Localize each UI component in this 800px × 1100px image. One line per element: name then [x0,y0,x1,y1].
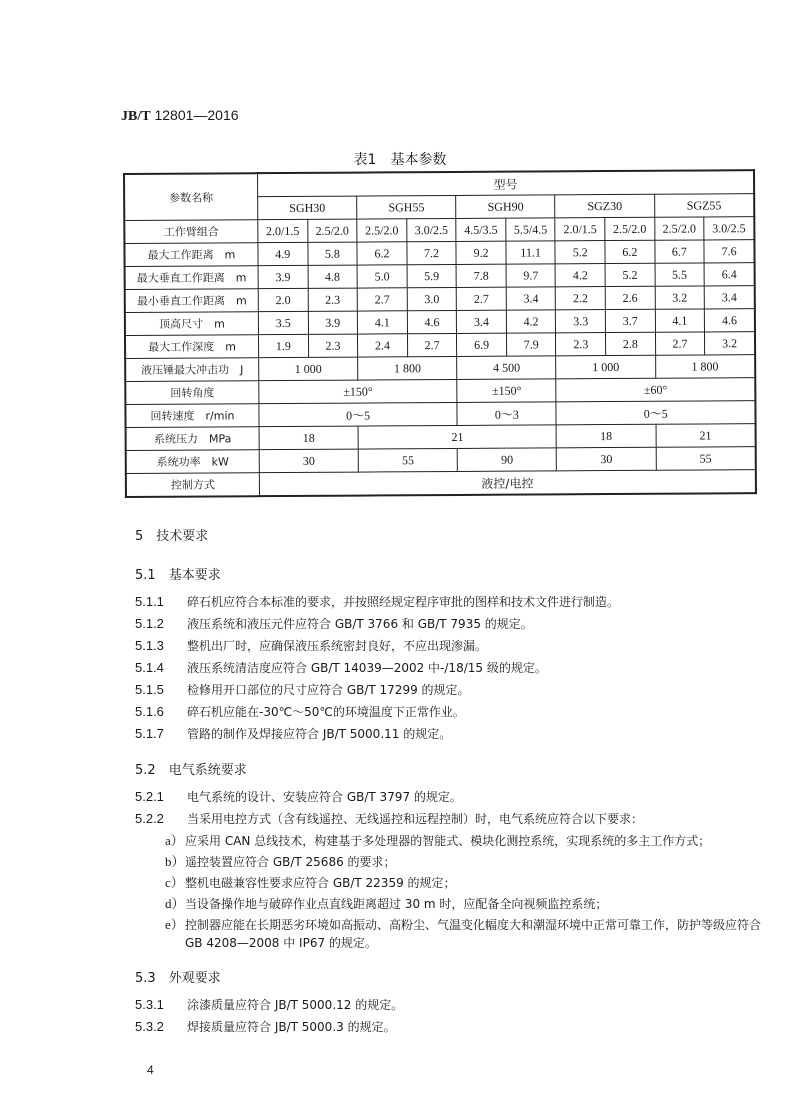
value-cell: 6.9 [457,333,507,356]
item-label: d） [165,896,185,911]
value-cell: 7.8 [456,264,506,287]
value-cell: 2.2 [556,287,606,310]
standard-number: 12801—2016 [154,107,239,123]
clause-number: 5.1.6 [135,704,164,719]
value-cell: 3.0/2.5 [704,217,754,240]
value-cell: 2.3 [556,333,606,356]
value-cell: 3.5 [258,311,308,334]
value-cell: 6.2 [357,242,407,265]
value-cell: 2.3 [308,288,358,311]
param-label: 控制方式 [126,473,260,497]
value-cell: 55 [656,447,756,471]
clause-number: 5.2.1 [135,789,164,804]
value-cell: 2.5/2.0 [654,217,704,240]
clause-text: 涂漆质量应符合 JB/T 5000.12 的规定。 [187,998,404,1012]
model-cell: SGZ30 [555,194,654,218]
model-header: 型号 [258,170,755,197]
value-cell: 0～3 [457,402,556,426]
clause-number: 5.1.3 [135,638,164,653]
param-label: 工作臂组合 [124,220,258,244]
subsection-number: 5.3 [135,971,156,986]
clause-number: 5.1.5 [135,682,164,697]
param-label: 系统压力 MPa [126,427,260,451]
param-label: 最大工作深度 m [125,335,259,359]
value-cell: 2.8 [606,332,656,355]
item-text: 应采用 CAN 总线技术，构建基于多处理器的智能式、模块化测控系统，实现系统的多主工作方式； [185,834,711,848]
value-cell: 5.5/4.5 [506,218,556,241]
list-item [165,832,775,850]
clause [135,593,775,611]
clause [135,681,775,699]
value-cell: 1 800 [358,356,457,380]
value-cell: 液控/电控 [259,470,756,497]
value-cell: 5.2 [605,263,655,286]
value-cell: 9.2 [456,241,506,264]
model-cell: SGH55 [357,195,456,219]
value-cell: 6.7 [655,240,705,263]
clause-text: 管路的制作及焊接应符合 JB/T 5000.11 的规定。 [187,727,452,741]
clause-text: 整机出厂时，应确保液压系统密封良好，不应出现渗漏。 [187,639,488,653]
value-cell: 5.2 [555,241,605,264]
clause-number: 5.1.1 [135,594,164,609]
value-cell: 5.8 [308,242,358,265]
page-number: 4 [147,1063,154,1077]
value-cell: 3.9 [258,265,308,288]
clause-text: 碎石机应能在-30℃～50℃的环境温度下正常作业。 [187,705,465,719]
list-item [165,916,775,952]
clause [135,637,775,655]
value-cell: 7.2 [407,241,457,264]
value-cell: 3.2 [655,286,705,309]
value-cell: 4.6 [407,310,457,333]
value-cell: 55 [358,448,457,472]
value-cell: 2.7 [655,332,705,355]
item-text: 控制器应能在长期恶劣环境如高振动、高粉尘、气温变化幅度大和潮湿环境中正常可靠工作，防护等级应符合 GB 4208—2008 中 IP67 的规定。 [185,918,762,950]
list-item [165,853,775,871]
param-label: 回转角度 [125,381,259,405]
param-label: 最大工作距离 m [124,243,258,267]
subsection-number: 5.2 [135,763,156,778]
value-cell: 4.1 [655,309,705,332]
item-label: c） [165,875,184,890]
section-5-2-heading [135,759,775,778]
value-cell: 2.5/2.0 [357,219,407,242]
value-cell: 3.3 [556,310,606,333]
value-cell: 3.4 [506,287,556,310]
value-cell: 3.0/2.5 [407,218,457,241]
param-label: 系统功率 kW [126,450,260,474]
clause [135,659,775,677]
item-text: 遥控装置应符合 GB/T 25686 的要求； [185,855,396,869]
value-cell: 21 [358,425,556,449]
param-name-header: 参数名称 [124,173,258,220]
value-cell: 3.7 [605,309,655,332]
param-label: 最大垂直工作距离 m [125,266,259,290]
clause-text: 焊接质量应符合 JB/T 5000.3 的规定。 [187,1020,396,1034]
value-cell: 4.1 [358,311,408,334]
clause-list-5-2 [135,788,775,828]
param-label: 回转速度 r/min [125,404,259,428]
standard-prefix: JB/T [121,109,151,124]
item-label: a） [165,833,184,848]
clause-number: 5.3.1 [135,997,164,1012]
value-cell: 4.8 [308,265,358,288]
clause [135,810,775,828]
clause-number: 5.1.4 [135,660,164,675]
value-cell: 4.9 [258,242,308,265]
section-title: 技术要求 [156,529,209,544]
value-cell: 18 [259,426,358,450]
model-cell: SGH30 [258,196,357,220]
section-5-3-heading [135,967,775,986]
value-cell: 1 000 [556,355,655,379]
value-cell: 0～5 [556,401,755,425]
requirement-items [135,832,775,952]
clause [135,1018,775,1036]
model-cell: SGH90 [456,195,555,219]
standard-code [121,107,239,125]
value-cell: 6.2 [605,240,655,263]
param-label: 液压锤最大冲击功 J [125,358,259,382]
value-cell: ±60° [556,378,755,402]
value-cell: 2.5/2.0 [605,217,655,240]
value-cell: 2.5/2.0 [307,219,357,242]
list-item [165,874,775,892]
clause-text: 液压系统清洁度应符合 GB/T 14039—2002 中-/18/15 级的规定。 [187,661,547,675]
clause-text: 检修用开口部位的尺寸应符合 GB/T 17299 的规定。 [187,683,470,697]
value-cell: 9.7 [506,264,556,287]
value-cell: 2.0 [258,288,308,311]
value-cell: 0～5 [259,402,457,426]
value-cell: 5.5 [655,263,705,286]
value-cell: 4.2 [556,264,606,287]
value-cell: 5.0 [357,265,407,288]
document-body [135,525,775,1040]
value-cell: 2.4 [358,334,408,357]
clause-text: 电气系统的设计、安装应符合 GB/T 3797 的规定。 [187,790,462,804]
clause-number: 5.2.2 [135,811,164,826]
value-cell: 4 500 [457,356,556,380]
clause-number: 5.1.7 [135,726,164,741]
item-label: e） [165,917,184,932]
value-cell: 3.4 [457,310,507,333]
value-cell: 6.4 [704,263,754,286]
value-cell: 18 [557,424,656,448]
value-cell: 2.7 [357,288,407,311]
value-cell: 90 [458,448,557,472]
value-cell: 2.7 [407,333,457,356]
value-cell: 1 800 [655,355,755,379]
subsection-title: 基本要求 [168,568,221,583]
clause-text: 当采用电控方式（含有线遥控、无线遥控和远程控制）时，电气系统应符合以下要求： [187,812,644,826]
clause [135,788,775,806]
clause [135,725,775,743]
clause-number: 5.3.2 [135,1019,164,1034]
value-cell: 1.9 [258,334,308,357]
subsection-number: 5.1 [135,568,156,583]
value-cell: 1 000 [259,357,358,381]
table-row [126,470,756,497]
value-cell: 4.2 [506,310,556,333]
value-cell: 2.7 [457,287,507,310]
section-5-heading [135,525,775,544]
clause [135,996,775,1014]
value-cell: 30 [557,447,656,471]
value-cell: 3.0 [407,287,457,310]
item-label: b） [165,854,185,869]
value-cell: 5.9 [407,264,457,287]
clause-text: 液压系统和液压元件应符合 GB/T 3766 和 GB/T 7935 的规定。 [187,617,533,631]
clause [135,615,775,633]
subsection-title: 外观要求 [168,971,221,986]
value-cell: 2.6 [605,286,655,309]
value-cell: 7.9 [506,333,556,356]
section-5-1-heading [135,564,775,583]
value-cell: 30 [259,449,358,473]
value-cell: 2.0/1.5 [258,219,308,242]
value-cell: 7.6 [704,240,754,263]
value-cell: 2.0/1.5 [555,218,605,241]
value-cell: 4.5/3.5 [456,218,506,241]
value-cell: 11.1 [506,241,556,264]
value-cell: 4.6 [705,309,755,332]
param-label: 最小垂直工作距离 m [125,289,259,313]
value-cell: ±150° [457,379,556,403]
model-cell: SGZ55 [654,194,754,218]
clause-text: 碎石机应符合本标准的要求，并按照经规定程序审批的图样和技术文件进行制造。 [187,595,620,609]
clause [135,703,775,721]
table-title: 表1 基本参数 [353,152,447,168]
item-text: 整机电磁兼容性要求应符合 GB/T 22359 的规定； [185,876,456,890]
param-label: 顶高尺寸 m [125,312,259,336]
item-text: 当设备操作地与破碎作业点直线距离超过 30 m 时，应配备全向视频监控系统； [185,897,608,911]
parameters-table [123,169,757,498]
clause-list-5-1 [135,593,775,743]
clause-list-5-3 [135,996,775,1036]
value-cell: ±150° [259,379,457,403]
value-cell: 3.4 [704,286,754,309]
value-cell: 2.3 [308,334,358,357]
value-cell: 3.2 [705,332,755,355]
clause-number: 5.1.2 [135,616,164,631]
subsection-title: 电气系统要求 [168,763,247,778]
value-cell: 3.9 [308,311,358,334]
list-item [165,895,775,913]
section-number: 5 [135,529,144,544]
value-cell: 21 [656,424,756,448]
